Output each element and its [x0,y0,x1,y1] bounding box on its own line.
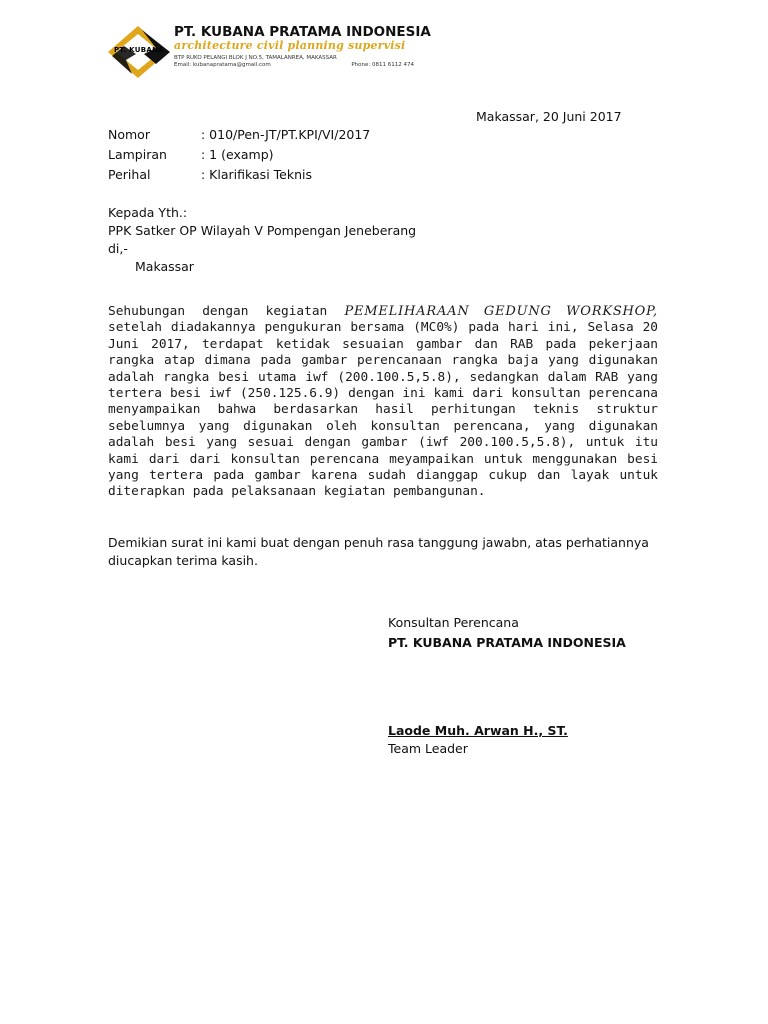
meta-value: : 010/Pen-JT/PT.KPI/VI/2017 [201,127,371,142]
signature-title: Konsultan Perencana [388,615,519,630]
letterhead [108,22,431,82]
signatory-role: Team Leader [388,741,468,756]
addressee-block [108,204,416,276]
recipient-city: Makassar [135,259,194,274]
company-email: Email: kubanapratama@gmail.com [174,62,271,68]
meta-value: : Klarifikasi Teknis [201,167,312,182]
company-contact [174,62,414,68]
signature-block [388,614,626,756]
company-name: PT. KUBANA PRATAMA INDONESIA [174,24,431,40]
signatory-name: Laode Muh. Arwan H., ST. [388,723,568,738]
letter-date: Makassar, 20 Juni 2017 [476,109,622,124]
recipient-di: di,- [108,241,128,256]
company-tagline: architecture civil planning supervisi [174,39,406,52]
recipient: PPK Satker OP Wilayah V Pompengan Jeneberang [108,223,417,238]
logo-text: PT. KUBANA [114,46,164,54]
meta-label: Nomor [108,127,150,142]
signature-company: PT. KUBANA PRATAMA INDONESIA [388,635,626,650]
company-phone: Phone: 0811 6112 474 [351,62,414,68]
body-text: setelah diadakannya pengukuran bersama (MC0%) pada hari ini, Selasa 20 Juni 2017, terdapat ketidak sesuaian gambar dan RAB pada pekerjaan rangka atap dimana pada gambar perencanaan rangka baja yang digunakan adalah rangka besi utama iwf (200.100.5,5.8), sedangkan dalam RAB yang tertera besi iwf (250.125.6.9) dengan ini kami dari konsultan perencana menyampaikan bahwa berdasarkan hasil perhitungan teknis struktur sebelumnya yang digunakan oleh konsultan perencana, yang digunakan adalah besi yang sesuai dengan gambar (iwf 200.100.5,5.8), untuk itu kami dari dari konsultan perencana meyampaikan untuk menggunakan besi yang tertera pada gambar karena sudah dianggap cukup dan layak untuk diterapkan pada pelaksanaan kegiatan pembangunan. [108,320,658,500]
company-address: BTP RUKO PELANGI BLOK J NO.5, TAMALANREA, MAKASSAR [174,55,337,61]
company-logo [108,26,172,78]
letter-body [108,304,658,501]
closing-paragraph: Demikian surat ini kami buat dengan penuh rasa tanggung jawabn, atas perhatiannya diucapkan terima kasih. [108,535,649,568]
body-intro: Sehubungan dengan kegiatan [108,304,345,319]
meta-value: : 1 (examp) [201,147,274,162]
meta-label: Lampiran [108,147,167,162]
project-name: PEMELIHARAAN GEDUNG WORKSHOP, [344,304,658,319]
salutation: Kepada Yth.: [108,205,188,220]
meta-label: Perihal [108,167,151,182]
